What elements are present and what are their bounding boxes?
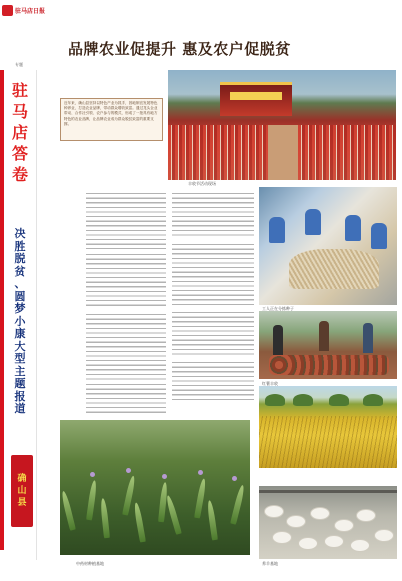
body-text-block <box>172 244 254 306</box>
sheep-shape <box>265 506 283 517</box>
flower-shape <box>162 474 167 479</box>
rice-field-photo <box>259 386 397 468</box>
slogan-char: 、 <box>14 277 26 290</box>
banner-shape <box>230 92 282 100</box>
slogan-char: 型 <box>14 352 26 365</box>
section-title-char: 答 <box>11 144 28 163</box>
slogan-char: 贫 <box>14 264 26 278</box>
section-title-char: 马 <box>11 102 28 121</box>
photo-caption: 丰收节活动现场 <box>188 181 216 186</box>
sidebar-divider <box>36 70 37 560</box>
tree-shape <box>363 394 383 406</box>
body-text-block <box>172 362 254 402</box>
leaf-shape <box>60 490 75 530</box>
tuber-pile-shape <box>269 355 389 375</box>
slogan-char: 康 <box>14 327 26 340</box>
sweet-potato-photo <box>259 311 397 379</box>
body-text-block <box>86 384 166 416</box>
slogan-char: 脱 <box>14 252 26 265</box>
seed-pile-shape <box>289 249 379 289</box>
photo-caption: 红薯丰收 <box>262 381 278 386</box>
sidebar-accent-bar <box>0 70 4 550</box>
crowd-shape <box>298 125 396 180</box>
sheep-shape <box>299 538 317 549</box>
sheep-shape <box>351 540 369 551</box>
sheep-shape <box>287 516 305 527</box>
section-title-char: 卷 <box>11 165 28 184</box>
body-text-block <box>172 193 254 239</box>
sheep-shape <box>311 508 329 519</box>
logo-text: 驻马店日报 <box>15 8 46 15</box>
lead-paragraph: 近年来，确山县坚持以特色产业为抓手，因地制宜发展特色种养业，打造农业品牌，带动群众增收致富。通过龙头企业带动、合作社引领、农户参与的模式，形成了一批具有地方特色的农业品牌，让品牌农业成为群众脱贫致富的重要支撑。 <box>60 98 163 141</box>
flower-shape <box>126 468 131 473</box>
worker-shape <box>269 217 285 243</box>
flower-shape <box>232 476 237 481</box>
slogan-char: 小 <box>14 314 26 328</box>
aisle-shape <box>268 125 298 180</box>
county-badge <box>11 455 33 527</box>
photo-caption: 养羊基地 <box>262 561 278 566</box>
body-text-block <box>86 254 166 308</box>
crowd-shape <box>168 125 268 180</box>
slogan-char: 胜 <box>14 239 26 253</box>
slogan-char: 圆 <box>14 289 26 303</box>
slogan-char: 报 <box>14 389 26 403</box>
farmer-shape <box>273 325 283 355</box>
logo-icon <box>2 5 13 16</box>
leaf-shape <box>86 480 98 520</box>
worker-shape <box>305 209 321 235</box>
leaf-shape <box>165 495 182 535</box>
leaf-shape <box>133 502 146 542</box>
fence-shape <box>259 490 397 493</box>
leaf-shape <box>206 500 218 540</box>
section-title-char: 店 <box>11 123 28 142</box>
sheep-shape <box>375 530 393 541</box>
county-badge-char: 确 <box>17 474 27 484</box>
leaf-shape <box>100 498 110 538</box>
sheep-farm-photo <box>259 486 397 559</box>
flower-shape <box>198 470 203 475</box>
body-text-block <box>86 193 166 249</box>
seed-sorting-photo <box>259 187 397 305</box>
slogan-char: 主 <box>14 364 26 378</box>
slogan-char: 道 <box>14 402 26 415</box>
sheep-shape <box>357 510 375 521</box>
leaf-shape <box>230 484 245 524</box>
slogan-char: 梦 <box>14 302 26 315</box>
rice-stalks-shape <box>259 416 397 468</box>
tree-shape <box>293 394 313 406</box>
flower-shape <box>90 472 95 477</box>
tree-shape <box>329 394 349 406</box>
photo-caption: 工人正在分拣种子 <box>262 306 294 311</box>
body-text-block <box>86 314 166 380</box>
worker-shape <box>345 215 361 241</box>
section-title <box>5 80 35 185</box>
slogan-char: 决 <box>14 227 26 240</box>
festival-photo <box>168 70 396 180</box>
sheep-shape <box>273 532 291 543</box>
county-badge-char: 山 <box>17 486 27 496</box>
farmer-shape <box>319 321 329 351</box>
slogan-char: 大 <box>14 339 26 353</box>
body-text-block <box>172 312 254 356</box>
page-headline: 品牌农业促提升 惠及农户促脱贫 <box>68 40 291 58</box>
sheep-shape <box>325 536 343 547</box>
sidebar <box>0 0 46 581</box>
photo-caption: 中药材种植基地 <box>76 561 104 566</box>
sheep-shape <box>335 520 353 531</box>
county-badge-char: 县 <box>17 498 27 508</box>
series-slogan <box>7 228 33 416</box>
herb-plantation-photo <box>60 420 250 555</box>
leaf-shape <box>194 478 207 518</box>
issue-tag: 专题 <box>15 62 23 67</box>
worker-shape <box>371 223 387 249</box>
tree-shape <box>265 394 285 406</box>
section-title-char: 驻 <box>11 81 28 100</box>
newspaper-logo <box>2 5 46 33</box>
slogan-char: 题 <box>14 377 26 390</box>
farmer-shape <box>363 323 373 353</box>
